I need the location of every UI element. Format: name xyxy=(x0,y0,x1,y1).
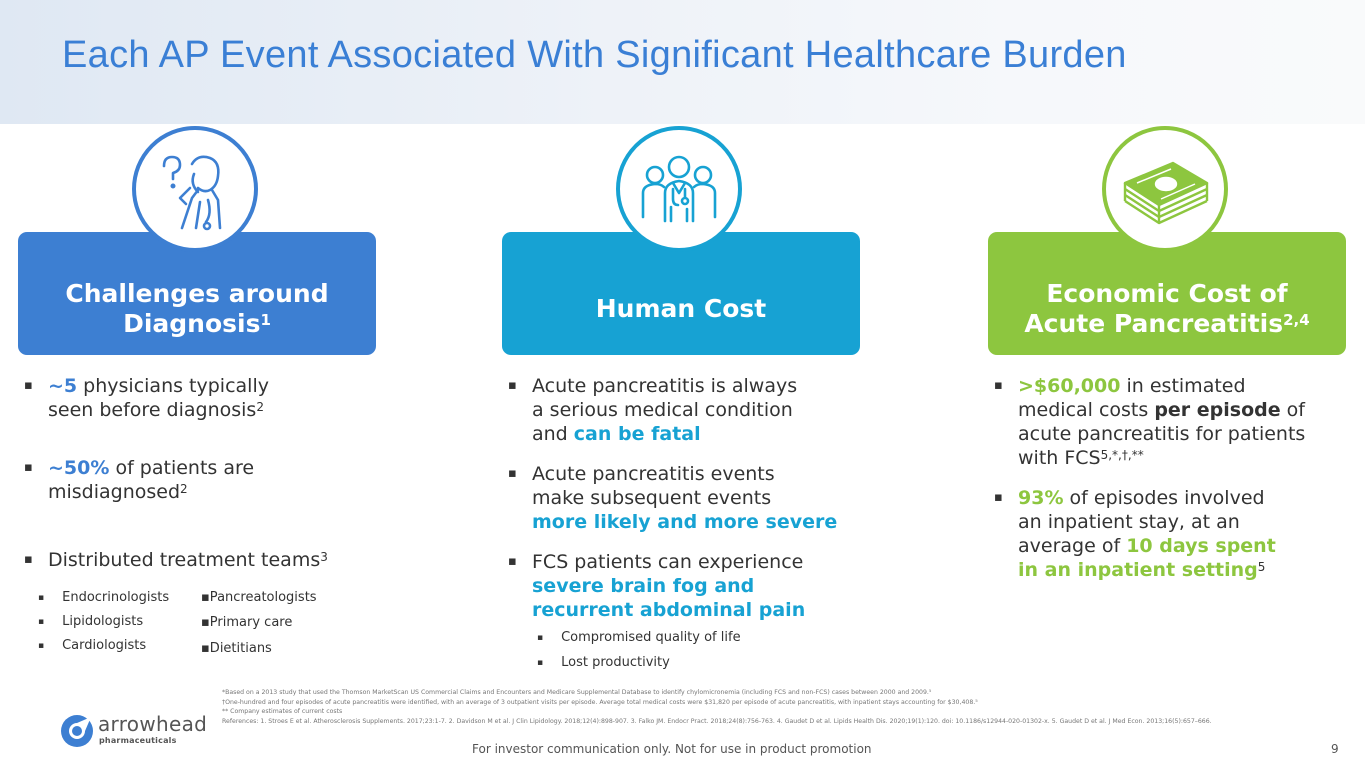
logo-wordmark: arrowhead xyxy=(98,712,208,736)
bullet-text: of episodes involved xyxy=(1063,487,1265,509)
bullet-medical-costs xyxy=(990,374,1355,470)
arrowhead-logo xyxy=(60,712,220,750)
card-heading: Human Cost xyxy=(595,293,767,323)
bullet-inpatient-stay xyxy=(990,486,1355,582)
bullet-text: make subsequent events xyxy=(532,487,772,509)
footnotes xyxy=(222,688,1347,726)
bullet-text: average of xyxy=(1018,535,1127,557)
logo-subtext: pharmaceuticals xyxy=(99,736,177,745)
icon-circle-economic xyxy=(1102,126,1228,252)
bullet-text: an inpatient stay, at an xyxy=(1018,511,1240,533)
bullet-text: of patients are xyxy=(109,457,255,479)
bullet-list-human-cost xyxy=(504,374,854,622)
bullet-physicians xyxy=(20,374,350,422)
card-heading-line2: Acute Pancreatitis xyxy=(1024,308,1284,338)
bullet-text: acute pancreatitis for patients xyxy=(1018,423,1306,445)
highlight-text: in an inpatient setting xyxy=(1018,559,1258,581)
highlight-text: more likely and more severe xyxy=(532,511,838,533)
card-heading-sup: 2,4 xyxy=(1283,310,1310,329)
bullet-text: physicians typically xyxy=(77,375,269,397)
card-heading-line1: Economic Cost of xyxy=(1046,278,1288,308)
bullet-text: Distributed treatment teams xyxy=(48,549,321,571)
bullet-fcs-patients xyxy=(504,550,854,622)
references: References: 1. Stroes E et al. Atherosclerosis Supplements. 2017;23:1-7. 2. Davidson M et al. J Clin Lipidology. 2018;12(4):898-907. 3. Falko JM. Endocr Pract. 2018;24(8):756-763. 4. Gaudet D et al. Lipids Health Dis. 2020;19(1):120. doi: 10.1186/s12944-020-01302-x. 5. Gaudet D et al. J Med Econ. 2013;16(5):657–666. xyxy=(222,717,1212,725)
bullet-serious-condition xyxy=(504,374,854,446)
bullet-list-economic xyxy=(990,374,1355,582)
superscript: 2 xyxy=(256,400,264,414)
sub-item-dietitians: ▪Dietitians xyxy=(201,641,272,656)
highlight-value: ~5 xyxy=(48,375,78,397)
icon-circle-human-cost xyxy=(616,126,742,252)
disclaimer: For investor communication only. Not for use in product promotion xyxy=(472,742,872,756)
doctor-question-icon xyxy=(150,144,240,234)
highlight-value: 93% xyxy=(1018,487,1064,509)
bullet-text: and xyxy=(532,423,574,445)
sub-item-pancreatologists: ▪Pancreatologists xyxy=(201,590,317,605)
card-heading-line1: Challenges around xyxy=(65,278,329,308)
bullet-text: Acute pancreatitis events xyxy=(532,463,775,485)
bullet-text: misdiagnosed xyxy=(48,481,181,503)
bullet-text: seen before diagnosis xyxy=(48,399,257,421)
bullet-text: in estimated xyxy=(1120,375,1246,397)
bullet-text: a serious medical condition xyxy=(532,399,793,421)
bold-text: per episode xyxy=(1154,399,1281,421)
superscript: 2 xyxy=(180,482,188,496)
footnote-3: ** Company estimates of current costs xyxy=(222,708,343,715)
bullet-text: of xyxy=(1280,399,1305,421)
bullet-text: Acute pancreatitis is always xyxy=(532,375,798,397)
footnote-2: †One-hundred and four episodes of acute pancreatitis were identified, with an average of 3 outpatient visits per episode. Average total medical costs were $31,820 per episode of acute pancreatitis, with inpatient stays accounting for $30,408.⁵ xyxy=(222,698,978,706)
sub-item-lipidologists: ▪ Lipidologists xyxy=(38,614,143,629)
bullet-text: FCS patients can experience xyxy=(532,551,804,573)
highlight-text: 10 days spent xyxy=(1126,535,1276,557)
slide-title: Each AP Event Associated With Significant Healthcare Burden xyxy=(62,34,1127,76)
highlight-text: severe brain fog and xyxy=(532,575,755,597)
medical-team-icon xyxy=(633,143,725,235)
page-number: 9 xyxy=(1331,742,1339,756)
superscript: 3 xyxy=(320,550,328,564)
footnote-1: *Based on a 2013 study that used the Thomson MarketScan US Commercial Claims and Encounters and Medicare Supplemental Database to identify chylomicronemia (including FCS and non-FCS) cases between 2000 and 2009.⁵ xyxy=(222,689,932,696)
bullet-misdiagnosed xyxy=(20,456,350,504)
money-stack-icon xyxy=(1117,149,1213,229)
bullet-text: medical costs xyxy=(1018,399,1155,421)
card-heading-line2: Diagnosis xyxy=(123,308,261,338)
bullet-list-diagnosis xyxy=(20,374,350,572)
sub-item-endocrinologists: ▪ Endocrinologists xyxy=(38,590,169,605)
superscript: 5 xyxy=(1257,560,1266,574)
highlight-value: >$60,000 xyxy=(1018,375,1121,397)
sub-item-quality-of-life: ▪ Compromised quality of life xyxy=(537,630,741,645)
sub-item-cardiologists: ▪ Cardiologists xyxy=(38,638,146,653)
card-heading-sup: 1 xyxy=(260,310,271,329)
superscript: 5,*,†,** xyxy=(1100,448,1144,462)
sub-item-lost-productivity: ▪ Lost productivity xyxy=(537,655,670,670)
highlight-text: can be fatal xyxy=(573,423,701,445)
bullet-subsequent-events xyxy=(504,462,854,534)
highlight-value: ~50% xyxy=(48,457,110,479)
bullet-text: with FCS xyxy=(1018,447,1101,469)
arrowhead-logo-mark-icon xyxy=(60,714,94,748)
icon-circle-diagnosis xyxy=(132,126,258,252)
highlight-text: recurrent abdominal pain xyxy=(532,599,806,621)
bullet-treatment-teams xyxy=(20,548,350,572)
sub-item-primary-care: ▪Primary care xyxy=(201,615,293,630)
